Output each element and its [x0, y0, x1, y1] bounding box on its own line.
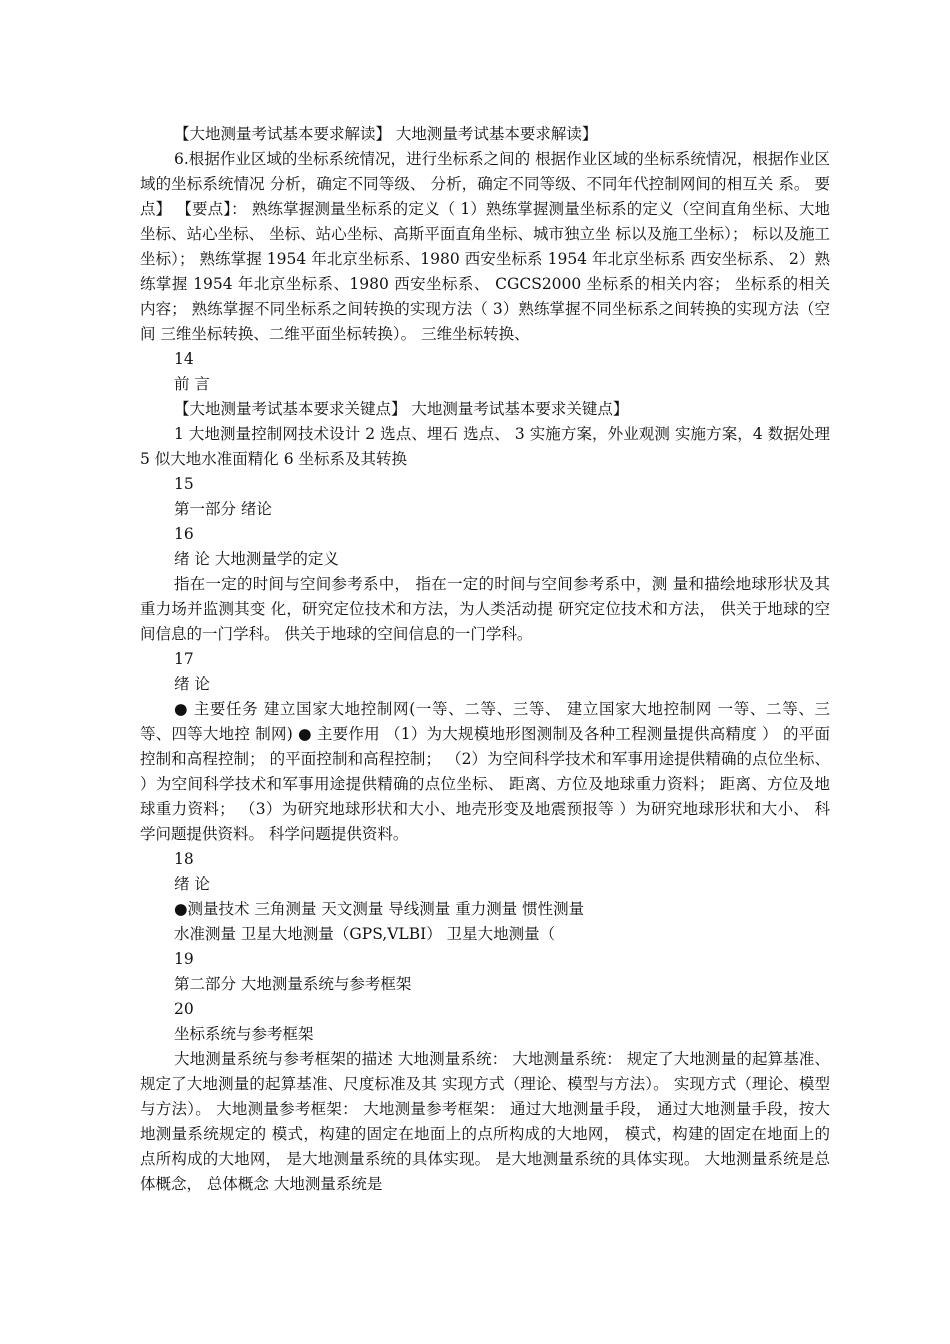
page-number: 20 [174, 1000, 194, 1018]
list-measurement-techniques: ●测量技术 三角测量 天文测量 导线测量 重力测量 惯性测量 [174, 900, 585, 918]
page-number: 15 [174, 475, 194, 493]
paragraph-reference-frame: 大地测量系统与参考框架的描述 大地测量系统： 大地测量系统： 规定了大地测量的起算基准、 规定了大地测量的起算基准、尺度标准及其 实现方式（理论、模型与方法）。 实现方式（理论、模型与方法）。 大地测量参考框架： 大地测量参考框架： 通过大地测量手段， 通过大地测量手段，按大地测量系统规定的 模式，构建的固定在地面上的点所构成的大地网， 模式，构建的固定在地面上的点所构成的大地网， 是大地测量系统的具体实现。 是大地测量系统的具体实现。 大地测量系统是总体概念， 总体概念 大地测量系统是 [140, 1050, 830, 1193]
page-number: 17 [174, 650, 194, 668]
section-title-preface: 前 言 [174, 375, 210, 393]
section-title-part-two: 第二部分 大地测量系统与参考框架 [174, 975, 412, 993]
paragraph-coordinate-requirements: 6.根据作业区域的坐标系统情况，进行坐标系之间的 根据作业区域的坐标系统情况，根据作业区域的坐标系统情况 分析，确定不同等级、 分析，确定不同等级、不同年代控制网间的相互关 系。 要点】 【要点】： 熟练掌握测量坐标系的定义（ 1）熟练掌握测量坐标系的定义（空间直角坐标、大地 坐标、站心坐标、 坐标、站心坐标、高斯平面直角坐标、城市独立坐 标以及施工坐标）； 标以及施工坐标）； 熟练掌握 1954 年北京坐标系、1980 西安坐标系 1954 年北京坐标系 西安坐标系、 2）熟练掌握 1954 年北京坐标系、1980 西安坐标系、 CGCS2000 坐标系的相关内容； 坐标系的相关内容； 熟练掌握不同坐标系之间转换的实现方法（ 3）熟练掌握不同坐标系之间转换的实现方法（空间 三维坐标转换、二维平面坐标转换）。 三维坐标转换、 [140, 150, 830, 343]
document-body [140, 122, 830, 1197]
paragraph-tasks-and-roles: ● 主要任务 建立国家大地控制网(一等、二等、三等、 建立国家大地控制网 一等、二等、三等、四等大地控 制网) ● 主要作用 （1）为大规模地形图测制及各种工程测量提供高精度 ） 的平面控制和高程控制； 的平面控制和高程控制； （2）为空间科学技术和军事用途提供精确的点位坐标、 ）为空间科学技术和军事用途提供精确的点位坐标、 距离、方位及地球重力资料； 距离、方位及地球重力资料； （3）为研究地球形状和大小、地壳形变及地震预报等 ）为研究地球形状和大小、 科学问题提供资料。 科学问题提供资料。 [140, 700, 830, 843]
section-title-part-one: 第一部分 绪论 [174, 500, 272, 518]
paragraph-key-points: 1 大地测量控制网技术设计 2 选点、埋石 选点、 3 实施方案，外业观测 实施方案，4 数据处理 5 似大地水准面精化 6 坐标系及其转换 [140, 425, 830, 468]
page-number: 18 [174, 850, 194, 868]
page-number: 19 [174, 950, 194, 968]
list-measurement-techniques-continued: 水准测量 卫星大地测量（GPS,VLBI） 卫星大地测量（ [174, 925, 556, 943]
heading-introduction: 绪 论 [174, 675, 210, 693]
heading-introduction: 绪 论 [174, 875, 210, 893]
heading-coordinate-systems: 坐标系统与参考框架 [174, 1025, 314, 1043]
heading-definition: 绪 论 大地测量学的定义 [174, 550, 339, 568]
heading-requirements: 【大地测量考试基本要求解读】 大地测量考试基本要求解读】 [174, 125, 598, 143]
page-number: 14 [174, 350, 194, 368]
heading-key-points: 【大地测量考试基本要求关键点】 大地测量考试基本要求关键点】 [174, 400, 629, 418]
page-number: 16 [174, 525, 194, 543]
paragraph-definition: 指在一定的时间与空间参考系中， 指在一定的时间与空间参考系中，测 量和描绘地球形状及其重力场并监测其变 化，研究定位技术和方法，为人类活动提 研究定位技术和方法， 供关于地球的空间信息的一门学科。 供关于地球的空间信息的一门学科。 [140, 575, 830, 643]
